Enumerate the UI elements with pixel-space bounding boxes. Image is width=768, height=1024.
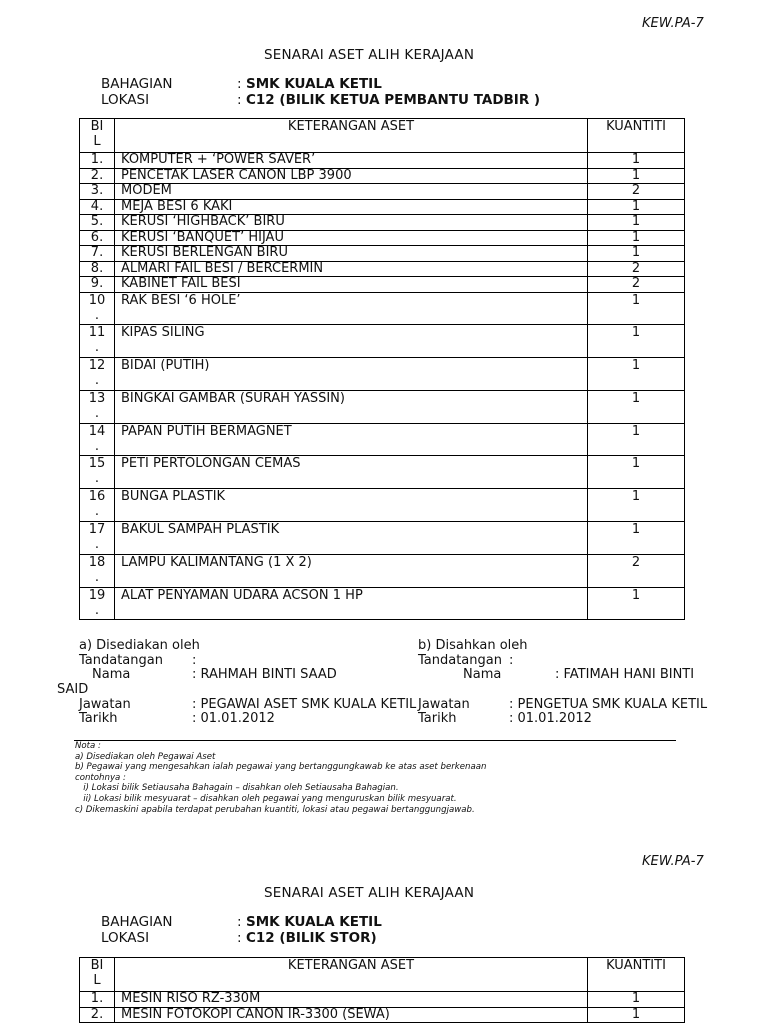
asset-description: BUNGA PLASTIK	[115, 489, 588, 522]
asset-description: KIPAS SILING	[115, 325, 588, 358]
row-number-text: 1.	[90, 152, 104, 167]
prepared-position-value: : PEGAWAI ASET SMK KUALA KETIL	[192, 697, 417, 712]
row-number-text: 7.	[90, 245, 104, 260]
page-title: SENARAI ASET ALIH KERAJAAN	[264, 47, 475, 63]
row-number-text: 3.	[90, 183, 104, 198]
lokasi-colon: :	[237, 92, 242, 108]
table-row	[80, 168, 685, 184]
prepared-name-label: Nama	[92, 667, 131, 682]
qty-header: KUANTITI	[588, 119, 685, 153]
asset-quantity: 1	[588, 292, 685, 325]
table-row	[80, 390, 685, 423]
table-row	[80, 230, 685, 246]
asset-quantity: 1	[588, 325, 685, 358]
row-number-text: 8.	[90, 260, 104, 276]
asset-description: ALAT PENYAMAN UDARA ACSON 1 HP	[115, 587, 588, 620]
row-number	[80, 554, 115, 587]
qty-header: KUANTITI	[588, 958, 685, 992]
row-number	[80, 261, 115, 277]
row-number-suffix: .	[94, 405, 100, 421]
lokasi-value: C12 (BILIK KETUA PEMBANTU TADBIR )	[246, 92, 541, 108]
row-number-text: 15	[88, 456, 106, 472]
asset-quantity: 1	[588, 199, 685, 215]
table-body	[80, 992, 685, 1023]
note-line: c) Dikemaskini apabila terdapat perubahan kuantiti, lokasi atau pegawai bertanggungjawab.	[75, 804, 475, 815]
row-number-text: 11	[88, 325, 106, 341]
bahagian-label: BAHAGIAN	[101, 76, 173, 92]
asset-description: PETI PERTOLONGAN CEMAS	[115, 456, 588, 489]
asset-quantity: 1	[588, 489, 685, 522]
row-number-text: 10	[88, 292, 106, 308]
row-number	[80, 587, 115, 620]
row-number	[80, 456, 115, 489]
row-number-text: 6.	[90, 229, 104, 245]
asset-description: KABINET FAIL BESI	[115, 277, 588, 293]
row-number	[80, 292, 115, 325]
notes-block	[75, 741, 486, 815]
row-number	[80, 992, 115, 1008]
approved-date-value: : 01.01.2012	[509, 711, 592, 726]
table-row	[80, 261, 685, 277]
asset-table	[79, 118, 685, 620]
asset-description: BAKUL SAMPAH PLASTIK	[115, 522, 588, 555]
note-line: b) Pegawai yang mengesahkan ialah pegawai yang bertanggungkawab ke atas aset berkenaan	[75, 762, 487, 773]
approved-name-label: Nama	[463, 667, 502, 682]
bahagian-value: SMK KUALA KETIL	[246, 76, 382, 92]
bahagian-value: SMK KUALA KETIL	[246, 914, 382, 930]
approved-by-heading: b) Disahkan oleh	[418, 638, 528, 653]
table-row	[80, 554, 685, 587]
row-number	[80, 423, 115, 456]
row-number-text: 12	[88, 358, 106, 374]
row-number	[80, 277, 115, 293]
table-row	[80, 184, 685, 200]
asset-description: MESIN FOTOKOPI CANON IR-3300 (SEWA)	[115, 1007, 588, 1023]
asset-quantity: 1	[588, 390, 685, 423]
asset-quantity: 1	[588, 456, 685, 489]
asset-quantity: 1	[588, 246, 685, 262]
desc-header: KETERANGAN ASET	[115, 119, 588, 153]
row-number-text: 18	[88, 554, 106, 570]
bahagian-colon: :	[237, 76, 242, 92]
note-line: Nota :	[75, 741, 101, 751]
row-number-suffix: .	[94, 373, 100, 389]
row-number	[80, 522, 115, 555]
table-row	[80, 1007, 685, 1023]
asset-description: BIDAI (PUTIH)	[115, 358, 588, 391]
bahagian-label: BAHAGIAN	[101, 914, 173, 930]
bil-header-line1: BI	[90, 119, 104, 134]
asset-description: MESIN RISO RZ-330M	[115, 992, 588, 1008]
note-line: a) Disediakan oleh Pegawai Aset	[75, 751, 216, 762]
note-line: ii) Lokasi bilik mesyuarat – disahkan oleh pegawai yang menguruskan bilik mesyuarat.	[75, 793, 457, 804]
asset-quantity: 1	[588, 168, 685, 184]
row-number	[80, 184, 115, 200]
asset-quantity: 1	[588, 992, 685, 1008]
table-row	[80, 325, 685, 358]
row-number	[80, 489, 115, 522]
asset-description: KERUSI ‘HIGHBACK’ BIRU	[115, 215, 588, 231]
row-number	[80, 230, 115, 246]
row-number	[80, 390, 115, 423]
note-line: i) Lokasi bilik Setiausaha Bahagain – disahkan oleh Setiausaha Bahagian.	[75, 783, 399, 794]
table-body	[80, 153, 685, 620]
prepared-date-label: Tarikh	[79, 711, 118, 726]
row-number-text: 19	[88, 587, 106, 603]
bil-header-line2: L	[93, 134, 101, 149]
table-row	[80, 246, 685, 262]
row-number-text: 5.	[90, 214, 104, 229]
approved-position-value: : PENGETUA SMK KUALA KETIL	[509, 697, 708, 712]
table-row	[80, 456, 685, 489]
row-number-suffix: .	[94, 537, 100, 553]
row-number-text: 2.	[90, 1006, 104, 1022]
asset-quantity: 2	[588, 261, 685, 277]
lokasi-colon: :	[237, 930, 242, 946]
table-row	[80, 199, 685, 215]
table-row	[80, 215, 685, 231]
table-header-row	[80, 119, 685, 153]
asset-description: LAMPU KALIMANTANG (1 X 2)	[115, 554, 588, 587]
row-number-text: 16	[88, 489, 106, 505]
prepared-date-value: : 01.01.2012	[192, 711, 275, 726]
table-row	[80, 153, 685, 169]
row-number-suffix: .	[94, 438, 100, 454]
asset-quantity: 2	[588, 184, 685, 200]
asset-description: KERUSI ‘BANQUET’ HIJAU	[115, 230, 588, 246]
lokasi-label: LOKASI	[101, 930, 150, 946]
row-number-text: 1.	[90, 991, 104, 1006]
asset-quantity: 1	[588, 423, 685, 456]
row-number-text: 9.	[90, 276, 104, 291]
lokasi-value: C12 (BILIK STOR)	[246, 930, 377, 946]
asset-quantity: 1	[588, 587, 685, 620]
lokasi-label: LOKASI	[101, 92, 150, 108]
row-number-text: 14	[88, 423, 106, 439]
row-number	[80, 1007, 115, 1023]
row-number-text: 4.	[90, 198, 104, 214]
bil-header	[80, 119, 115, 153]
row-number-text: 13	[88, 390, 106, 406]
row-number	[80, 325, 115, 358]
row-number-suffix: .	[94, 504, 100, 520]
table-row	[80, 489, 685, 522]
prepared-position-label: Jawatan	[79, 697, 131, 712]
row-number-suffix: .	[94, 307, 100, 323]
row-number	[80, 215, 115, 231]
row-number-text: 17	[88, 522, 106, 538]
asset-quantity: 1	[588, 522, 685, 555]
asset-quantity: 1	[588, 153, 685, 169]
asset-description: KERUSI BERLENGAN BIRU	[115, 246, 588, 262]
row-number	[80, 168, 115, 184]
asset-quantity: 1	[588, 215, 685, 231]
asset-quantity: 1	[588, 1007, 685, 1023]
row-number	[80, 199, 115, 215]
table-row	[80, 423, 685, 456]
bil-header-line2: L	[93, 973, 101, 988]
row-number-suffix: .	[94, 569, 100, 585]
asset-description: ALMARI FAIL BESI / BERCERMIN	[115, 261, 588, 277]
note-line: contohnya :	[75, 772, 126, 783]
asset-quantity: 1	[588, 230, 685, 246]
desc-header: KETERANGAN ASET	[115, 958, 588, 992]
table-header-row	[80, 958, 685, 992]
row-number	[80, 358, 115, 391]
asset-quantity: 2	[588, 277, 685, 293]
approved-signature-label: Tandatangan	[418, 653, 502, 668]
asset-description: PENCETAK LASER CANON LBP 3900	[115, 168, 588, 184]
asset-quantity: 1	[588, 358, 685, 391]
approved-name-wrap: SAID	[57, 682, 89, 697]
approved-signature-field: :	[509, 653, 514, 668]
asset-description: PAPAN PUTIH BERMAGNET	[115, 423, 588, 456]
bil-header-line1: BI	[90, 958, 104, 973]
asset-description: MEJA BESI 6 KAKI	[115, 199, 588, 215]
row-number	[80, 246, 115, 262]
asset-description: RAK BESI ‘6 HOLE’	[115, 292, 588, 325]
table-row	[80, 292, 685, 325]
approved-position-label: Jawatan	[418, 697, 470, 712]
prepared-signature-label: Tandatangan	[79, 653, 163, 668]
asset-quantity: 2	[588, 554, 685, 587]
row-number-suffix: .	[94, 602, 100, 618]
asset-description: KOMPUTER + ‘POWER SAVER’	[115, 153, 588, 169]
table-row	[80, 358, 685, 391]
table-row	[80, 277, 685, 293]
table-row	[80, 522, 685, 555]
asset-description: BINGKAI GAMBAR (SURAH YASSIN)	[115, 390, 588, 423]
table-row	[80, 992, 685, 1008]
page-title: SENARAI ASET ALIH KERAJAAN	[264, 885, 475, 901]
bahagian-colon: :	[237, 914, 242, 930]
prepared-name-value: : RAHMAH BINTI SAAD	[192, 667, 337, 682]
approved-name-value: : FATIMAH HANI BINTI	[555, 667, 695, 682]
asset-description: MODEM	[115, 184, 588, 200]
prepared-by-heading: a) Disediakan oleh	[79, 638, 200, 653]
form-code: KEW.PA-7	[642, 854, 704, 869]
row-number-text: 2.	[90, 167, 104, 183]
bil-header	[80, 958, 115, 992]
approved-date-label: Tarikh	[418, 711, 457, 726]
row-number	[80, 153, 115, 169]
form-code: KEW.PA-7	[642, 16, 704, 31]
row-number-suffix: .	[94, 340, 100, 356]
asset-table	[79, 957, 685, 1023]
row-number-suffix: .	[94, 471, 100, 487]
prepared-signature-field: :	[192, 653, 197, 668]
table-row	[80, 587, 685, 620]
